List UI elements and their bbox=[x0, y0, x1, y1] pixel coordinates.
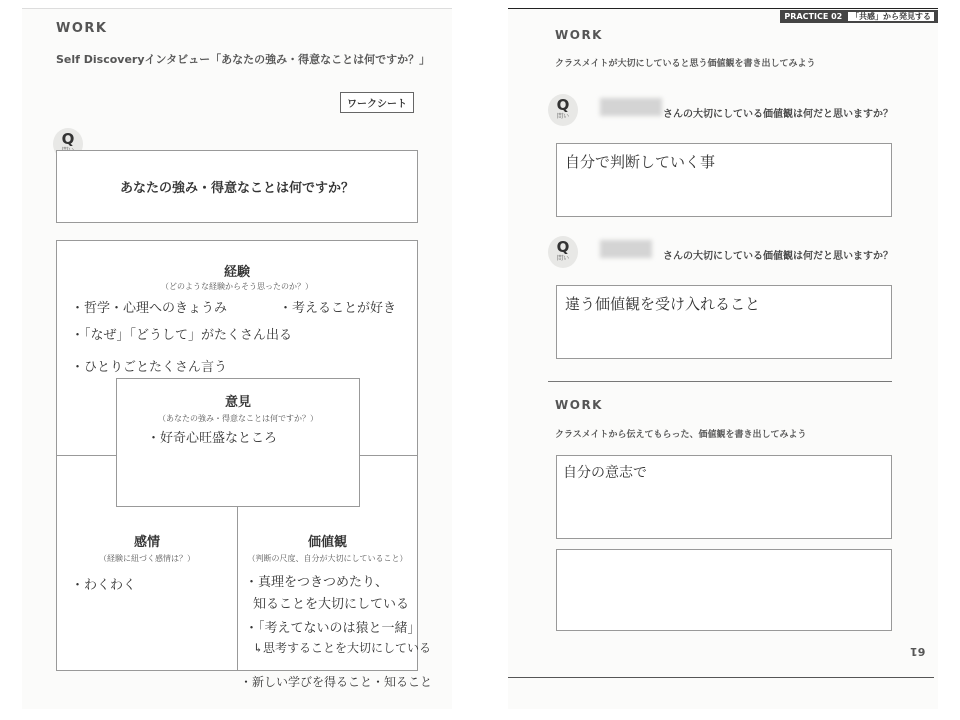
question-text: あなたの強み・得意なことは何ですか？ bbox=[119, 181, 354, 196]
work2-subtitle: クラスメイトから伝えてもらった、価値観を書き出してみよう bbox=[555, 430, 807, 440]
q1-letter: Q bbox=[556, 96, 570, 114]
right-page bbox=[508, 8, 938, 709]
question2-text: さんの大切にしている価値観は何だと思いますか？ bbox=[663, 251, 893, 262]
work-subtitle: Self Discoveryインタビュー「あなたの強み・得意なことは何ですか？」 bbox=[56, 53, 431, 66]
answer2-box bbox=[556, 285, 892, 359]
q2-letter: Q bbox=[556, 238, 570, 256]
answer2-text: 違う価値観を受け入れること bbox=[565, 295, 761, 313]
values-note-3: ・「考えてないのは猿と一緒」 bbox=[245, 621, 421, 636]
work-label: WORK bbox=[56, 21, 108, 36]
grid-vertical-divider bbox=[237, 505, 238, 670]
page-number: 61 bbox=[910, 645, 926, 658]
answer3-text: 自分の意志で bbox=[563, 465, 647, 481]
bottom-rule bbox=[508, 677, 934, 678]
emotion-note: ・わくわく bbox=[71, 578, 137, 593]
emotion-title: 感情 bbox=[133, 535, 160, 550]
values-note-1: ・真理をつきつめたり、 bbox=[245, 575, 389, 590]
values-sub: （判断の尺度、自分が大切にしていること） bbox=[247, 554, 408, 563]
q2-sub: 問い bbox=[556, 255, 569, 262]
experience-title: 経験 bbox=[223, 265, 250, 280]
emotion-sub: （経験に紐づく感情は？） bbox=[99, 554, 195, 563]
experience-note-1: ・哲学・心理へのきょうみ bbox=[71, 301, 228, 316]
practice-sub: 「共感」から発見する bbox=[848, 12, 934, 21]
right-work-subtitle: クラスメイトが大切にしていると思う価値観を書き出してみよう bbox=[555, 59, 816, 69]
experience-note-4: ・考えることが好き bbox=[279, 301, 397, 316]
opinion-title: 意見 bbox=[224, 395, 251, 410]
answer1-text: 自分で判断していく事 bbox=[565, 153, 716, 171]
left-page bbox=[22, 8, 452, 709]
answer4-box bbox=[556, 549, 892, 631]
question-box bbox=[56, 150, 418, 223]
values-note-5: ・新しい学びを得ること・知ること bbox=[240, 675, 433, 689]
work2-label: WORK bbox=[555, 398, 603, 412]
practice-tag bbox=[780, 10, 938, 23]
section-divider bbox=[548, 381, 892, 382]
experience-note-2: ・「なぜ」「どうして」がたくさん出る bbox=[71, 328, 293, 343]
redacted-name-1 bbox=[600, 98, 662, 116]
opinion-sub: （あなたの強み・得意なことは何ですか？） bbox=[158, 414, 318, 423]
answer3-box bbox=[556, 455, 892, 539]
worksheet-label: ワークシート bbox=[340, 92, 414, 113]
values-note-4: ↳思考することを大切にしている bbox=[253, 641, 432, 655]
values-title: 価値観 bbox=[307, 535, 347, 550]
experience-sub: （どのような経験からそう思ったのか？） bbox=[161, 282, 313, 291]
q-letter: Q bbox=[61, 130, 75, 148]
opinion-box bbox=[116, 378, 360, 507]
values-note-2: 知ることを大切にしている bbox=[253, 597, 410, 612]
question1-badge bbox=[548, 94, 578, 126]
question1-text: さんの大切にしている価値観は何だと思いますか？ bbox=[663, 109, 893, 120]
right-work-label: WORK bbox=[555, 28, 603, 42]
q1-sub: 問い bbox=[556, 113, 569, 120]
question2-badge bbox=[548, 236, 578, 268]
analysis-grid bbox=[56, 240, 432, 671]
answer1-box bbox=[556, 143, 892, 217]
opinion-note: ・好奇心旺盛なところ bbox=[147, 431, 278, 446]
redacted-name-2 bbox=[600, 240, 652, 258]
experience-note-3: ・ひとりごとたくさん言う bbox=[71, 360, 228, 375]
practice-label: PRACTICE 02 bbox=[784, 12, 843, 21]
